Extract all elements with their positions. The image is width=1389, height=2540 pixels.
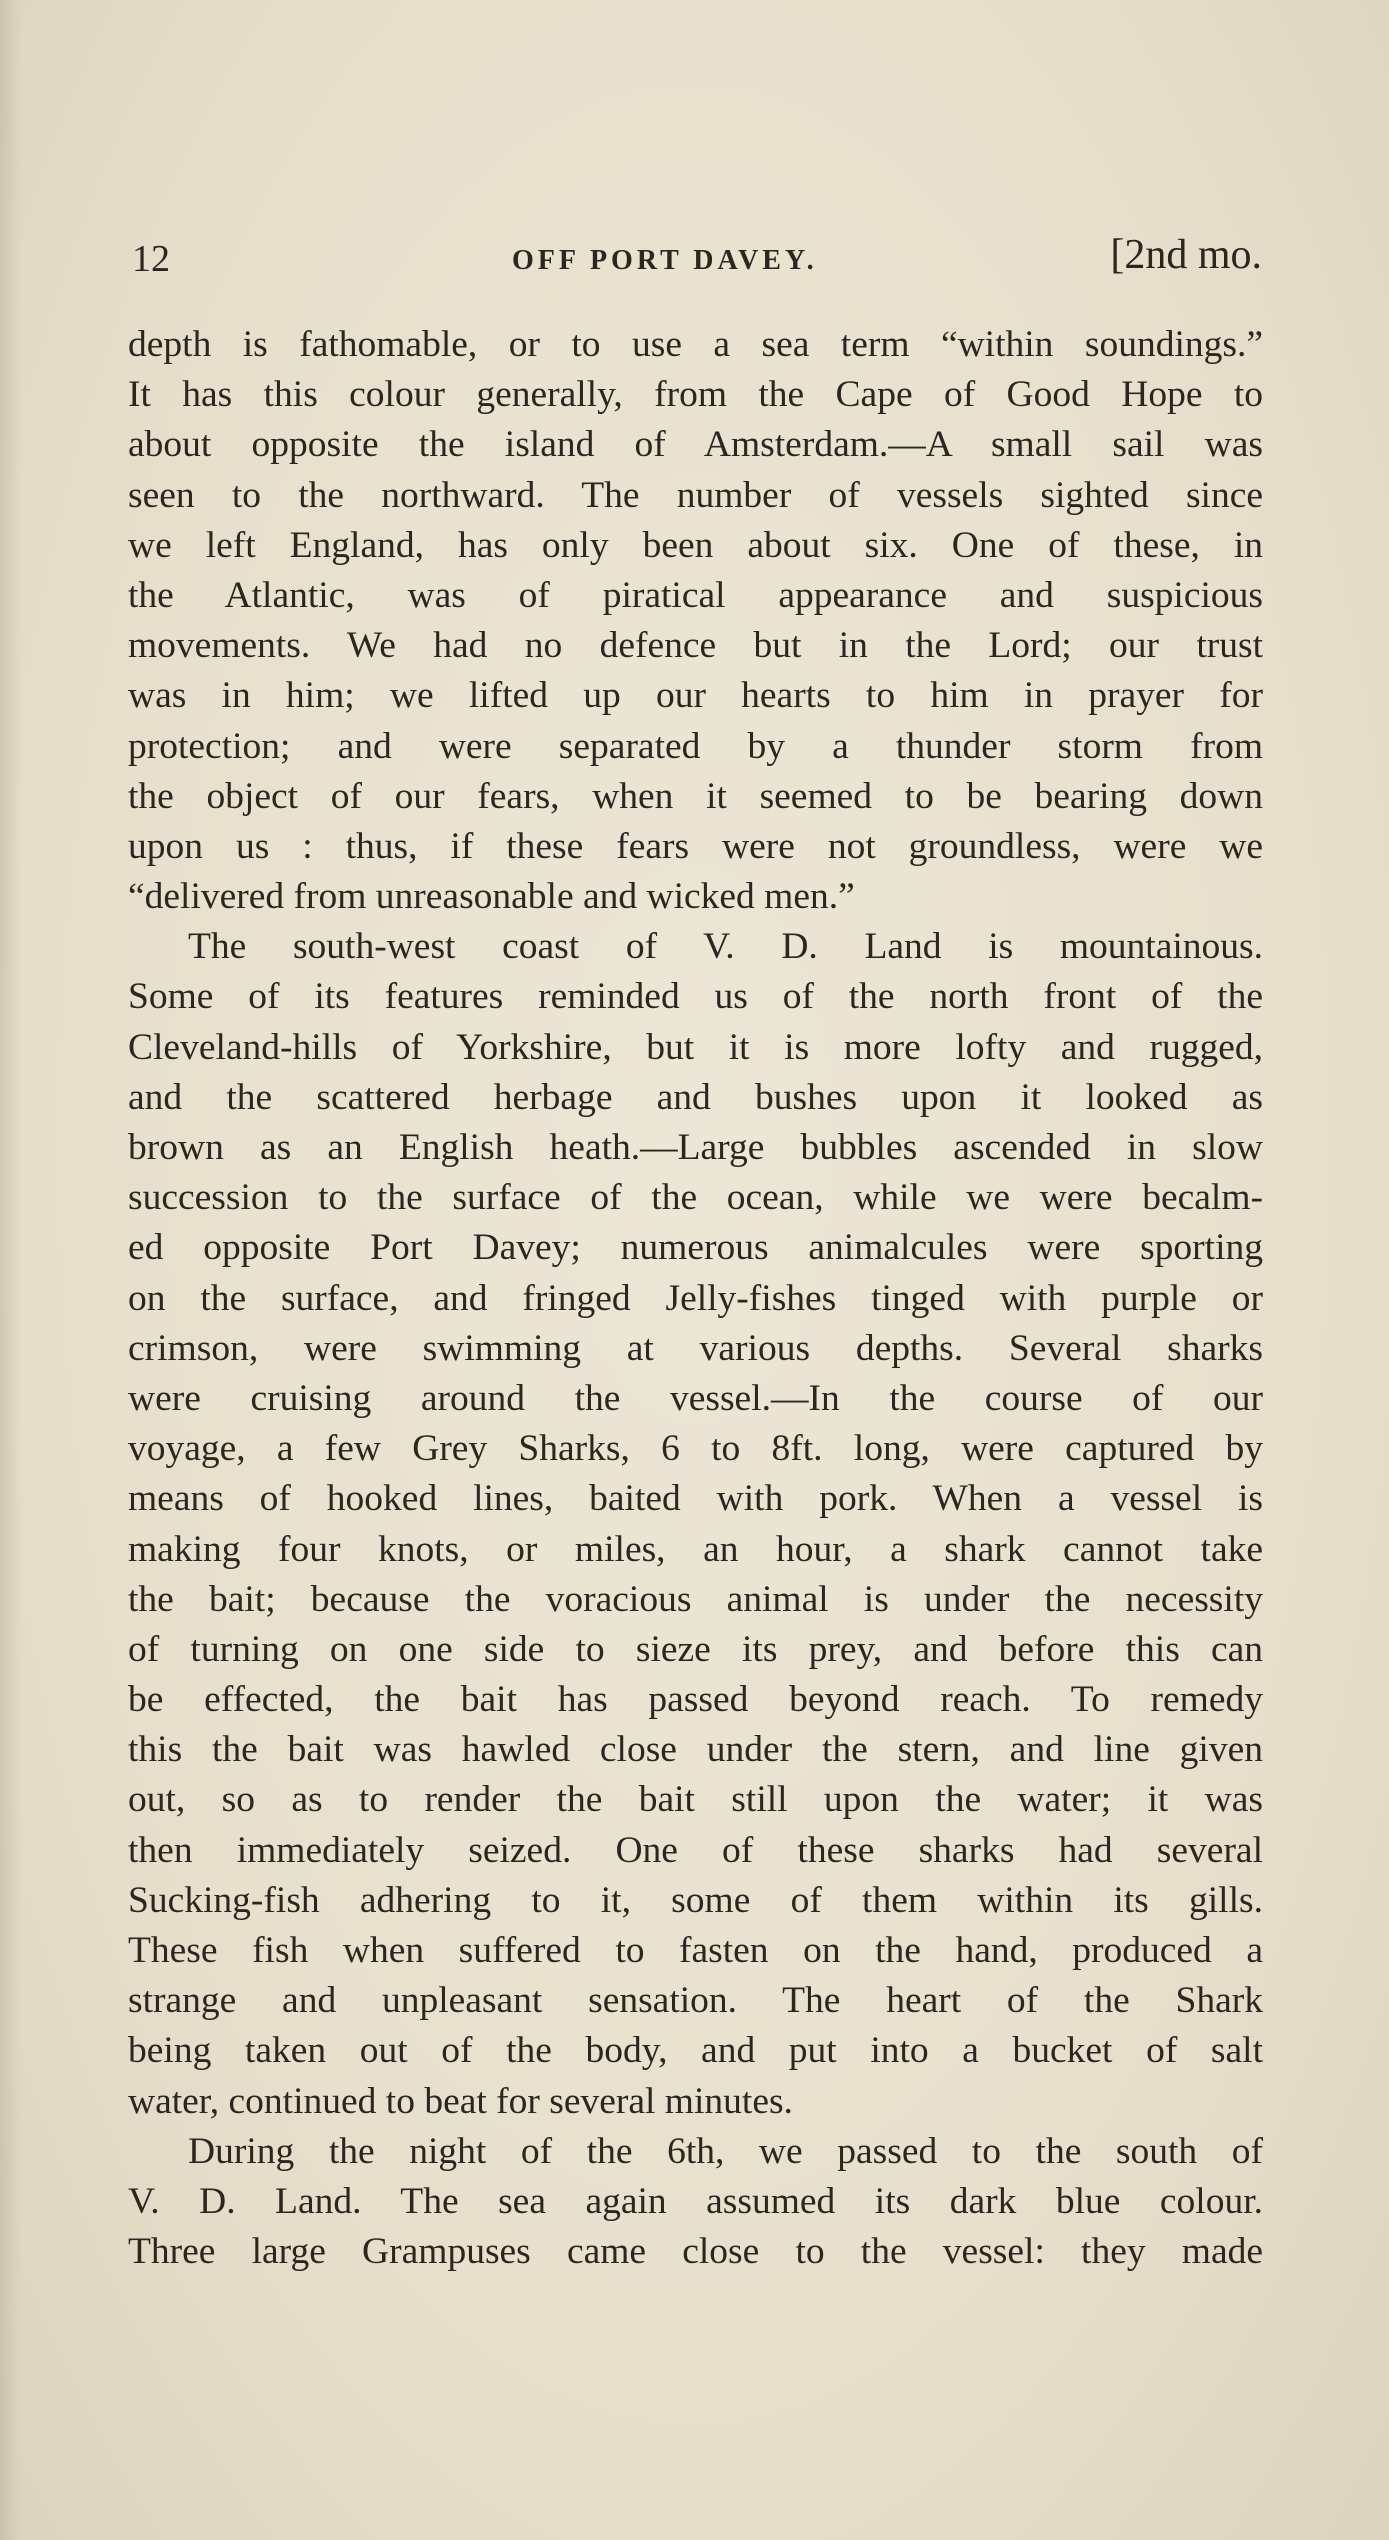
text-line: The south-west coast of V. D. Land is mountainous. xyxy=(188,926,1263,968)
text-line: succession to the surface of the ocean, while we were becalm- xyxy=(128,1177,1263,1219)
text-line: being taken out of the body, and put into a bucket of salt xyxy=(128,2030,1263,2072)
text-line: the Atlantic, was of piratical appearance and suspicious xyxy=(128,574,1263,616)
text-line: crimson, were swimming at various depths. Several sharks xyxy=(128,1327,1263,1369)
text-line: this the bait was hawled close under the stern, and line given xyxy=(128,1729,1263,1771)
text-line: was in him; we lifted up our hearts to him in prayer for xyxy=(128,675,1263,717)
text-line: on the surface, and fringed Jelly-fishes tinged with purple or xyxy=(128,1277,1263,1319)
text-line: It has this colour generally, from the Cape of Good Hope to xyxy=(128,374,1263,416)
text-line: then immediately seized. One of these sharks had several xyxy=(128,1829,1263,1871)
text-line: “delivered from unreasonable and wicked men.” xyxy=(128,876,855,918)
text-line: voyage, a few Grey Sharks, 6 to 8ft. long, were captured by xyxy=(128,1428,1263,1470)
text-line: strange and unpleasant sensation. The heart of the Shark xyxy=(128,1980,1263,2022)
page-number: 12 xyxy=(132,238,170,280)
text-line: and the scattered herbage and bushes upon it looked as xyxy=(128,1076,1263,1118)
text-line: we left England, has only been about six. One of these, in xyxy=(128,524,1263,566)
text-line: means of hooked lines, baited with pork. When a vessel is xyxy=(128,1478,1263,1520)
text-line: depth is fathomable, or to use a sea term “within soundings.” xyxy=(128,324,1263,365)
running-title: OFF PORT DAVEY. xyxy=(512,245,818,276)
page-header xyxy=(132,225,1262,285)
text-line: about opposite the island of Amsterdam.—A small sail was xyxy=(128,424,1263,466)
text-line: movements. We had no defence but in the Lord; our trust xyxy=(128,625,1263,667)
text-line: making four knots, or miles, an hour, a shark cannot take xyxy=(128,1528,1263,1570)
text-line: These fish when suffered to fasten on the hand, produced a xyxy=(128,1930,1263,1971)
text-line: out, so as to render the bait still upon the water; it was xyxy=(128,1779,1263,1821)
text-line: Cleveland-hills of Yorkshire, but it is more lofty and rugged, xyxy=(128,1026,1263,1068)
paragraph-3 xyxy=(128,2127,1263,2278)
text-line: upon us : thus, if these fears were not groundless, were we xyxy=(128,825,1263,867)
running-date: [2nd mo. xyxy=(1110,232,1262,278)
text-line: water, continued to beat for several minutes. xyxy=(128,2080,793,2122)
text-line: be effected, the bait has passed beyond reach. To remedy xyxy=(128,1679,1263,1721)
text-line: seen to the northward. The number of vessels sighted since xyxy=(128,474,1263,516)
text-line: were cruising around the vessel.—In the course of our xyxy=(128,1377,1263,1419)
body-text xyxy=(128,320,1263,2277)
text-line: V. D. Land. The sea again assumed its dark blue colour. xyxy=(128,2180,1263,2222)
text-line: ed opposite Port Davey; numerous animalcules were sporting xyxy=(128,1227,1263,1269)
text-line: the object of our fears, when it seemed to be bearing down xyxy=(128,775,1263,817)
text-line: During the night of the 6th, we passed to the south of xyxy=(188,2130,1263,2172)
text-line: Sucking-fish adhering to it, some of them within its gills. xyxy=(128,1879,1263,1921)
page-edge-shadow xyxy=(0,0,22,2540)
text-line: protection; and were separated by a thunder storm from xyxy=(128,725,1263,767)
text-line: Some of its features reminded us of the north front of the xyxy=(128,976,1263,1018)
text-line: brown as an English heath.—Large bubbles ascended in slow xyxy=(128,1127,1263,1168)
text-line: of turning on one side to sieze its prey, and before this can xyxy=(128,1628,1263,1670)
paragraph-1 xyxy=(128,320,1263,922)
text-line: Three large Grampuses came close to the vessel: they made xyxy=(128,2231,1263,2273)
text-line: the bait; because the voracious animal is under the necessity xyxy=(128,1578,1263,1620)
paragraph-2 xyxy=(128,922,1263,2127)
